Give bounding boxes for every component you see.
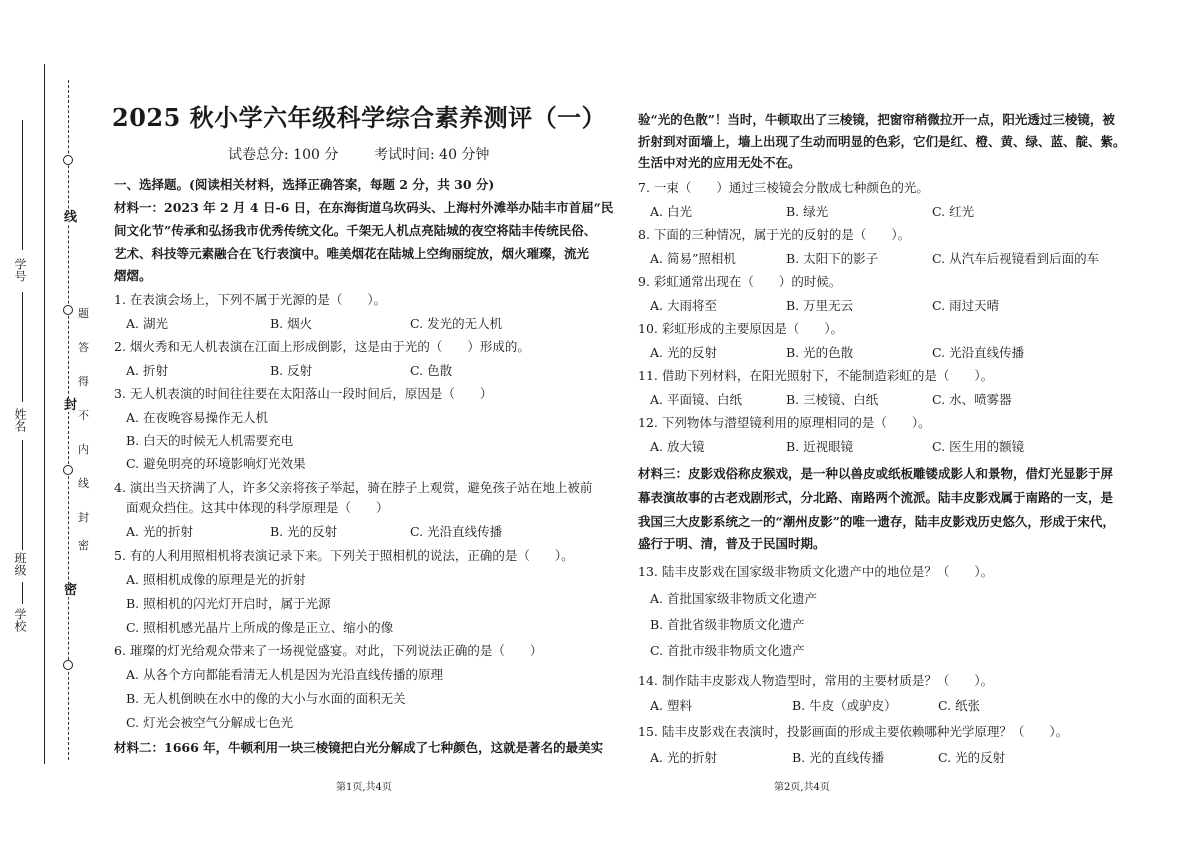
answer-option: A. 从各个方向都能看清无人机是因为光沿直线传播的原理 [126, 667, 443, 682]
answer-option: B. 三棱镜、白纸 [786, 392, 879, 407]
answer-option: C. 首批市级非物质文化遗产 [650, 643, 805, 658]
answer-option: B. 牛皮（或驴皮） [792, 698, 897, 713]
answer-option: A. 放大镜 [650, 439, 705, 454]
seal-char: 内 [78, 443, 89, 456]
binding-hole-circle [63, 155, 73, 165]
material-2-line: 验“光的色散”！当时，牛顿取出了三棱镜，把窗帘稍微拉开一点，阳光透过三棱镜，被 [638, 112, 1115, 127]
answer-option: C. 灯光会被空气分解成七色光 [126, 715, 294, 730]
binding-hole-circle [63, 305, 73, 315]
question-stem: 9. 彩虹通常出现在（ ）的时候。 [638, 274, 842, 289]
answer-option: C. 发光的无人机 [410, 316, 503, 331]
question-stem: 11. 借助下列材料，在阳光照射下，不能制造彩虹的是（ ）。 [638, 368, 994, 383]
seal-char: 题 [78, 307, 89, 320]
question-stem: 15. 陆丰皮影戏在表演时，投影画面的形成主要依赖哪种光学原理？（ ）。 [638, 724, 1069, 739]
total-score: 试卷总分: 100 分 [228, 147, 339, 163]
question-stem: 14. 制作陆丰皮影戏人物造型时，常用的主要材质是？（ ）。 [638, 673, 994, 688]
question-stem: 6. 璀璨的灯光给观众带来了一场视觉盛宴。对此，下列说法正确的是（ ） [114, 643, 543, 658]
page-number: 第1页,共4页 [336, 782, 392, 793]
question-stem: 12. 下列物体与潜望镜利用的原理相同的是（ ）。 [638, 415, 931, 430]
seal-big-char: 线 [64, 210, 78, 225]
material-3-line: 材料三：皮影戏俗称皮猴戏，是一种以兽皮或纸板雕镂成影人和景物，借灯光显影于屏 [638, 466, 1114, 481]
material-2-line: 折射到对面墙上，墙上出现了生动而明显的色彩，它们是红、橙、黄、绿、蓝、靛、紫。 [638, 134, 1126, 149]
page-2-column [636, 0, 1156, 849]
question-stem: 2. 烟火秀和无人机表演在江面上形成倒影，这是由于光的（ ）形成的。 [114, 339, 530, 354]
answer-option: C. 纸张 [938, 698, 981, 713]
answer-option: C. 光沿直线传播 [932, 345, 1025, 360]
answer-option: B. 反射 [270, 363, 313, 378]
question-stem: 4. 演出当天挤满了人，许多父亲将孩子举起，骑在脖子上观赏，避免孩子站在地上被前 [114, 480, 593, 495]
seal-char: 线 [78, 477, 89, 490]
answer-option: B. 无人机倒映在水中的像的大小与水面的面积无关 [126, 691, 406, 706]
seal-dashed-line [68, 80, 69, 760]
answer-option: A. 照相机成像的原理是光的折射 [126, 572, 306, 587]
student-id-label: 学号 [13, 258, 27, 282]
answer-option: B. 烟火 [270, 316, 313, 331]
answer-option: A. 首批国家级非物质文化遗产 [650, 591, 817, 606]
section-heading: 一、选择题。(阅读相关材料，选择正确答案，每题 2 分，共 30 分) [114, 177, 495, 192]
material-1-line: 间文化节”传承和弘扬我市优秀传统文化。千架无人机点亮陆城的夜空将陆丰传统民俗、 [114, 223, 597, 238]
page-number: 第2页,共4页 [774, 782, 830, 793]
material-1-line: 材料一：2023 年 2 月 4 日-6 日，在东海街道乌坎码头、上海村外滩举办陆丰市首届“民 [114, 200, 614, 215]
answer-option: A. 光的反射 [650, 345, 717, 360]
seal-big-char: 密 [64, 583, 78, 598]
answer-option: B. 近视眼镜 [786, 439, 854, 454]
name-line[interactable] [22, 292, 23, 402]
seal-char: 得 [78, 375, 89, 388]
answer-option: A. 简易”照相机 [650, 251, 736, 266]
seal-char: 密 [78, 539, 89, 552]
answer-option: C. 医生用的额镜 [932, 439, 1025, 454]
answer-option: C. 避免明亮的环境影响灯光效果 [126, 456, 306, 471]
material-2-line: 生活中对光的应用无处不在。 [638, 155, 801, 170]
margin-border-line [44, 64, 45, 764]
answer-option: C. 光沿直线传播 [410, 524, 503, 539]
question-stem: 1. 在表演会场上，下列不属于光源的是（ ）。 [114, 292, 387, 307]
binding-margin [0, 0, 112, 849]
material-1-line: 艺术、科技等元素融合在飞行表演中。唯美烟花在陆城上空绚丽绽放，烟火璀璨，流光 [114, 246, 590, 261]
class-line[interactable] [22, 440, 23, 550]
question-stem-cont: 面观众挡住。这其中体现的科学原理是（ ） [126, 500, 389, 515]
question-stem: 7. 一束（ ）通过三棱镜会分散成七种颜色的光。 [638, 180, 929, 195]
seal-char: 不 [78, 409, 89, 422]
time-limit: 考试时间: 40 分钟 [374, 147, 490, 163]
answer-option: A. 白光 [650, 204, 692, 219]
answer-option: B. 万里无云 [786, 298, 854, 313]
seal-big-char: 封 [64, 398, 78, 413]
answer-option: C. 照相机感光晶片上所成的像是正立、缩小的像 [126, 620, 394, 635]
page-1-column [112, 0, 622, 849]
answer-option: A. 在夜晚容易操作无人机 [126, 410, 268, 425]
question-stem: 10. 彩虹形成的主要原因是（ ）。 [638, 321, 844, 336]
question-stem: 8. 下面的三种情况，属于光的反射的是（ ）。 [638, 227, 911, 242]
answer-option: C. 光的反射 [938, 750, 1006, 765]
material-2-line: 材料二：1666 年，牛顿利用一块三棱镜把白光分解成了七种颜色，这就是著名的最美实 [114, 740, 604, 755]
material-1-line: 熠熠。 [114, 268, 152, 283]
question-stem: 3. 无人机表演的时间往往要在太阳落山一段时间后，原因是（ ） [114, 386, 493, 401]
answer-option: B. 白天的时候无人机需要充电 [126, 433, 294, 448]
answer-option: A. 光的折射 [126, 524, 193, 539]
answer-option: A. 湖光 [126, 316, 168, 331]
answer-option: C. 色散 [410, 363, 453, 378]
answer-option: A. 塑料 [650, 698, 692, 713]
answer-option: B. 光的色散 [786, 345, 854, 360]
question-stem: 5. 有的人利用照相机将表演记录下来。下列关于照相机的说法，正确的是（ ）。 [114, 548, 574, 563]
exam-title: 2025 秋小学六年级科学综合素养测评（一） [112, 103, 607, 132]
answer-option: A. 平面镜、白纸 [650, 392, 742, 407]
student-id-line[interactable] [22, 120, 23, 250]
material-3-line: 盛行于明、清，普及于民国时期。 [638, 536, 826, 551]
answer-option: B. 照相机的闪光灯开启时，属于光源 [126, 596, 331, 611]
answer-option: B. 首批省级非物质文化遗产 [650, 617, 805, 632]
binding-hole-circle [63, 660, 73, 670]
seal-char: 答 [78, 341, 89, 354]
answer-option: B. 绿光 [786, 204, 829, 219]
question-stem: 13. 陆丰皮影戏在国家级非物质文化遗产中的地位是？（ ）。 [638, 564, 994, 579]
name-label: 姓名 [13, 408, 27, 432]
answer-option: B. 光的反射 [270, 524, 338, 539]
school-label: 学校 [13, 608, 27, 632]
answer-option: B. 光的直线传播 [792, 750, 885, 765]
answer-option: C. 雨过天晴 [932, 298, 1000, 313]
school-line[interactable] [22, 582, 23, 604]
answer-option: C. 从汽车后视镜看到后面的车 [932, 251, 1100, 266]
answer-option: A. 大雨将至 [650, 298, 717, 313]
answer-option: C. 水、喷雾器 [932, 392, 1012, 407]
answer-option: A. 光的折射 [650, 750, 717, 765]
answer-option: B. 太阳下的影子 [786, 251, 879, 266]
answer-option: A. 折射 [126, 363, 168, 378]
material-3-line: 我国三大皮影系统之一的“潮州皮影”的唯一遗存，陆丰皮影戏历史悠久，形成于宋代， [638, 514, 1115, 529]
binding-hole-circle [63, 465, 73, 475]
answer-option: C. 红光 [932, 204, 975, 219]
seal-char: 封 [78, 511, 89, 524]
class-label: 班级 [13, 552, 27, 576]
material-3-line: 幕表演故事的古老戏剧形式，分北路、南路两个流派。陆丰皮影戏属于南路的一支，是 [638, 490, 1114, 505]
